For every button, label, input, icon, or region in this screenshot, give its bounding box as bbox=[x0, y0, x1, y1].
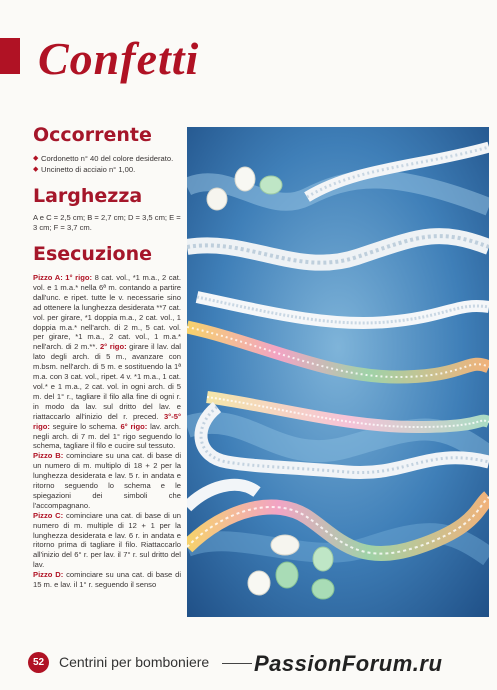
page-title: Confetti bbox=[38, 33, 200, 84]
instructions-column bbox=[33, 124, 181, 590]
step-label: Pizzo A: 1° rigo: bbox=[33, 273, 93, 282]
esecuzione-text bbox=[33, 273, 181, 590]
step-text: cominciare su una cat. di base di un numero di m. multiplo di 18 + 2 per la lunghezza desiderata e lav. 5 r. in andata e ritorno seguendo lo schema e le spiegazioni dei simboli che l'accompagnano. bbox=[33, 451, 182, 510]
materials-list bbox=[33, 154, 181, 175]
step-label: 6° rigo: bbox=[120, 421, 148, 431]
step-text: 8 cat. vol., *1 m.a., 2 cat. vol. e 1 m.a.* nella 6ª m. contando a partire dall'unc. e ripet. tutte le v. necessarie sino ad ottenere la lunghezza desiderata **7 cat. vol. per girare, *1 doppia m.a., 2 cat. vol., 1 doppia m.a.* nell'arch. di 2 m., 5 cat. vol. per girare, *1 m.a., 2 cat. vol., 1 m.a.* nell'arch. di 2 m.**. bbox=[33, 273, 181, 352]
diamond-bullet-icon: ◆ bbox=[33, 166, 39, 173]
lace-ribbons-photo bbox=[187, 127, 489, 617]
site-watermark: PassionForum.ru bbox=[254, 651, 443, 676]
step-label: Pizzo C: bbox=[33, 510, 64, 520]
larghezza-text: A e C = 2,5 cm; B = 2,7 cm; D = 3,5 cm; E = 3 cm; F = 3,7 cm. bbox=[33, 213, 181, 232]
list-item: ◆ Cordonetto n° 40 del colore desiderato. bbox=[33, 154, 174, 163]
footer-title: Centrini per bomboniere bbox=[59, 654, 210, 670]
esecuzione-heading: Esecuzione bbox=[33, 243, 153, 265]
diamond-bullet-icon: ◆ bbox=[33, 155, 39, 162]
step-label: 3°-5° rigo: bbox=[33, 411, 181, 431]
step-text: girare il lav. dal lato degli arch. di 5 m., avanzare con m.bsm. nell'arch. di 5 m. e sostituendo la 1ª m.a. con 3 cat. vol., ripet. 4 v. *1 m.a., 1 cat. vol.* e 1 m.a., 2 cat. vol. in ogni arch. di 5 m. del 1° r., tagliare il filo alla fine di ogni r. in modo da lav. sul dritto del lav. e riattaccarlo all'inizio del r. preced. bbox=[33, 342, 181, 421]
step-label: Pizzo D: bbox=[33, 570, 64, 580]
lace-photo-illustration bbox=[187, 127, 489, 617]
step-text: cominciare su una cat. di base di 15 m. e lav. il 1° r. seguendo il senso bbox=[33, 570, 182, 590]
larghezza-heading: Larghezza bbox=[33, 185, 143, 207]
step-label: 2° rigo: bbox=[99, 342, 127, 352]
footer-divider bbox=[222, 663, 252, 664]
step-text: lav. arch. negli arch. di 7 m. del 1° rigo seguendo lo schema, tagliare il filo e cucire sul tessuto. bbox=[33, 421, 181, 451]
step-text: cominciare una cat. di base di un numero di m. multiple di 12 + 1 per la lunghezza desiderata e lav. 6 r. in andata e ritorno prima di tagliare il filo. Riattaccarlo all'inizio del 6° r. per lav. il 7° r. sul dritto del lav. bbox=[33, 510, 181, 570]
title-accent-bar bbox=[0, 38, 20, 74]
page-footer bbox=[28, 651, 488, 675]
list-item: ◆ Uncinetto di acciaio n° 1,00. bbox=[33, 165, 136, 174]
page-number-badge: 52 bbox=[28, 652, 49, 673]
step-label: Pizzo B: bbox=[33, 451, 64, 461]
occorrente-heading: Occorrente bbox=[33, 124, 152, 146]
step-text: seguire lo schema. bbox=[49, 421, 121, 431]
